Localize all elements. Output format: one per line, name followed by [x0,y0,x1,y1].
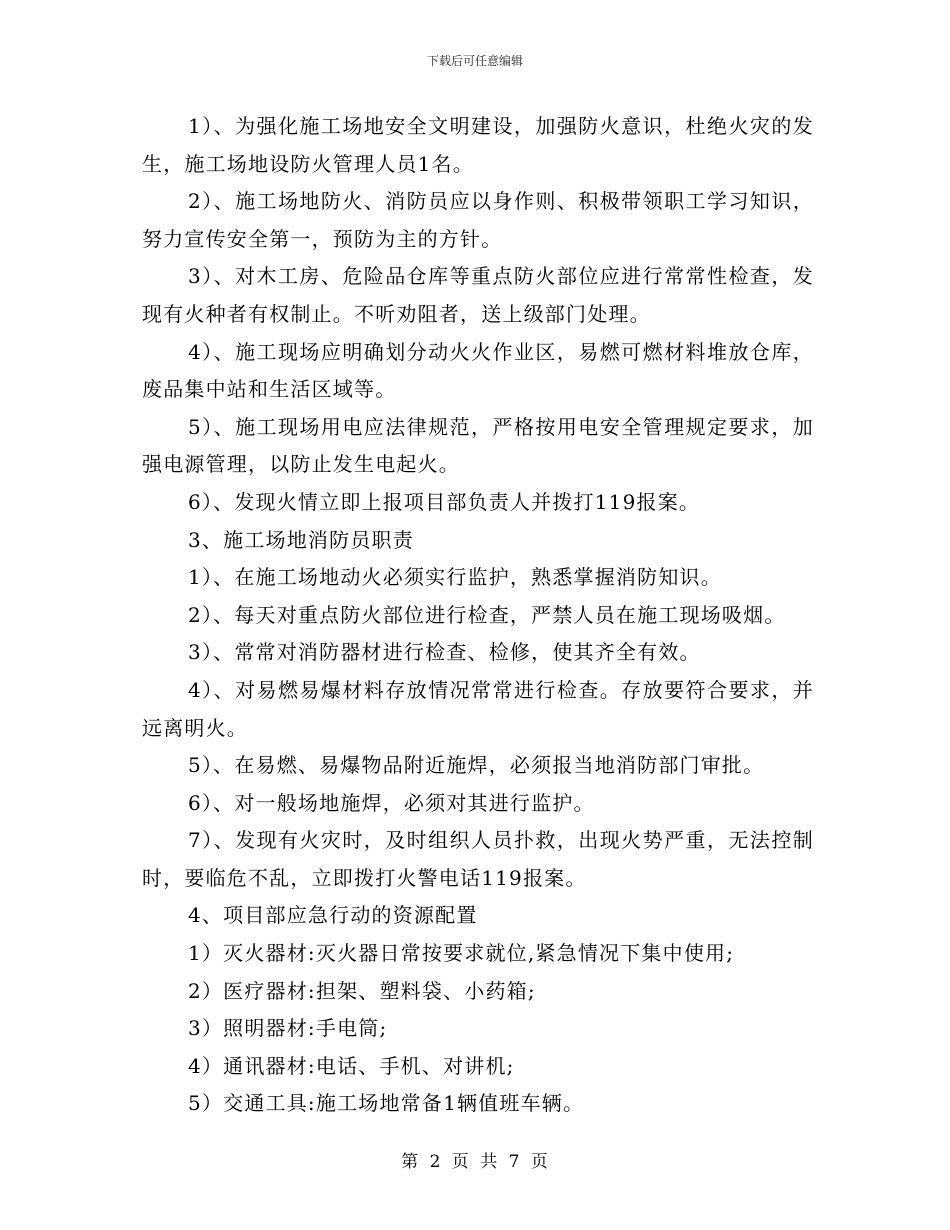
paragraph-12: 6）、对一般场地施焊，必须对其进行监护。 [188,790,595,815]
download-note: 下载后可任意编辑 [426,54,523,68]
paragraph-1: 1）、为强化施工场地安全文明建设，加强防火意识，杜绝火灾的发生，施工场地设防火管理人员1名。 [142,114,814,176]
paragraph-9: 3）、常常对消防器材进行检查、检修，使其齐全有效。 [188,640,701,665]
paragraph-10: 4）、对易燃易爆材料存放情况常常进行检查。存放要符合要求，并远离明火。 [142,677,814,740]
paragraph-15: 2）医疗器材:担架、塑料袋、小药箱; [188,978,536,1003]
paragraph-2: 2）、施工场地防火、消防员应以身作则、积极带领职工学习知识，努力宣传安全第一，预防为主的方针。 [142,189,814,251]
paragraph-17: 4）通讯器材:电话、手机、对讲机; [188,1053,515,1078]
section-heading-resource-allocation: 4、项目部应急行动的资源配置 [188,903,478,928]
paragraph-11: 5）、在易燃、易爆物品附近施焊，必须报当地消防部门审批。 [188,753,765,778]
page-number: 第 2 页 共 7 页 [401,1152,549,1172]
paragraph-7: 1）、在施工场地动火必须实行监护，熟悉掌握消防知识。 [188,565,722,590]
paragraph-5: 5）、施工现场用电应法律规范，严格按用电安全管理规定要求，加强电源管理，以防止发生电起火。 [142,414,814,477]
paragraph-14: 1）灭火器材:灭火器日常按要求就位,紧急情况下集中使用; [188,941,735,966]
paragraph-4: 4）、施工现场应明确划分动火火作业区，易燃可燃材料堆放仓库，废品集中站和生活区域等。 [142,339,814,402]
paragraph-3: 3）、对木工房、危险品仓库等重点防火部位应进行常常性检查，发现有火种者有权制止。不听劝阻者，送上级部门处理。 [142,264,814,326]
paragraph-16: 3）照明器材:手电筒; [188,1016,388,1041]
paragraph-6: 6）、发现火情立即上报项目部负责人并拨打119报案。 [188,489,701,514]
paragraph-18: 5）交通工具:施工场地常备1辆值班车辆。 [188,1091,585,1116]
paragraph-8: 2）、每天对重点防火部位进行检查，严禁人员在施工现场吸烟。 [188,602,786,627]
document-body [142,108,814,1123]
section-heading-firefighter-duties: 3、施工场地消防员职责 [188,527,414,552]
paragraph-13: 7）、发现有火灾时，及时组织人员扑救，出现火势严重，无法控制时，要临危不乱，立即拨打火警电话119报案。 [142,828,814,890]
